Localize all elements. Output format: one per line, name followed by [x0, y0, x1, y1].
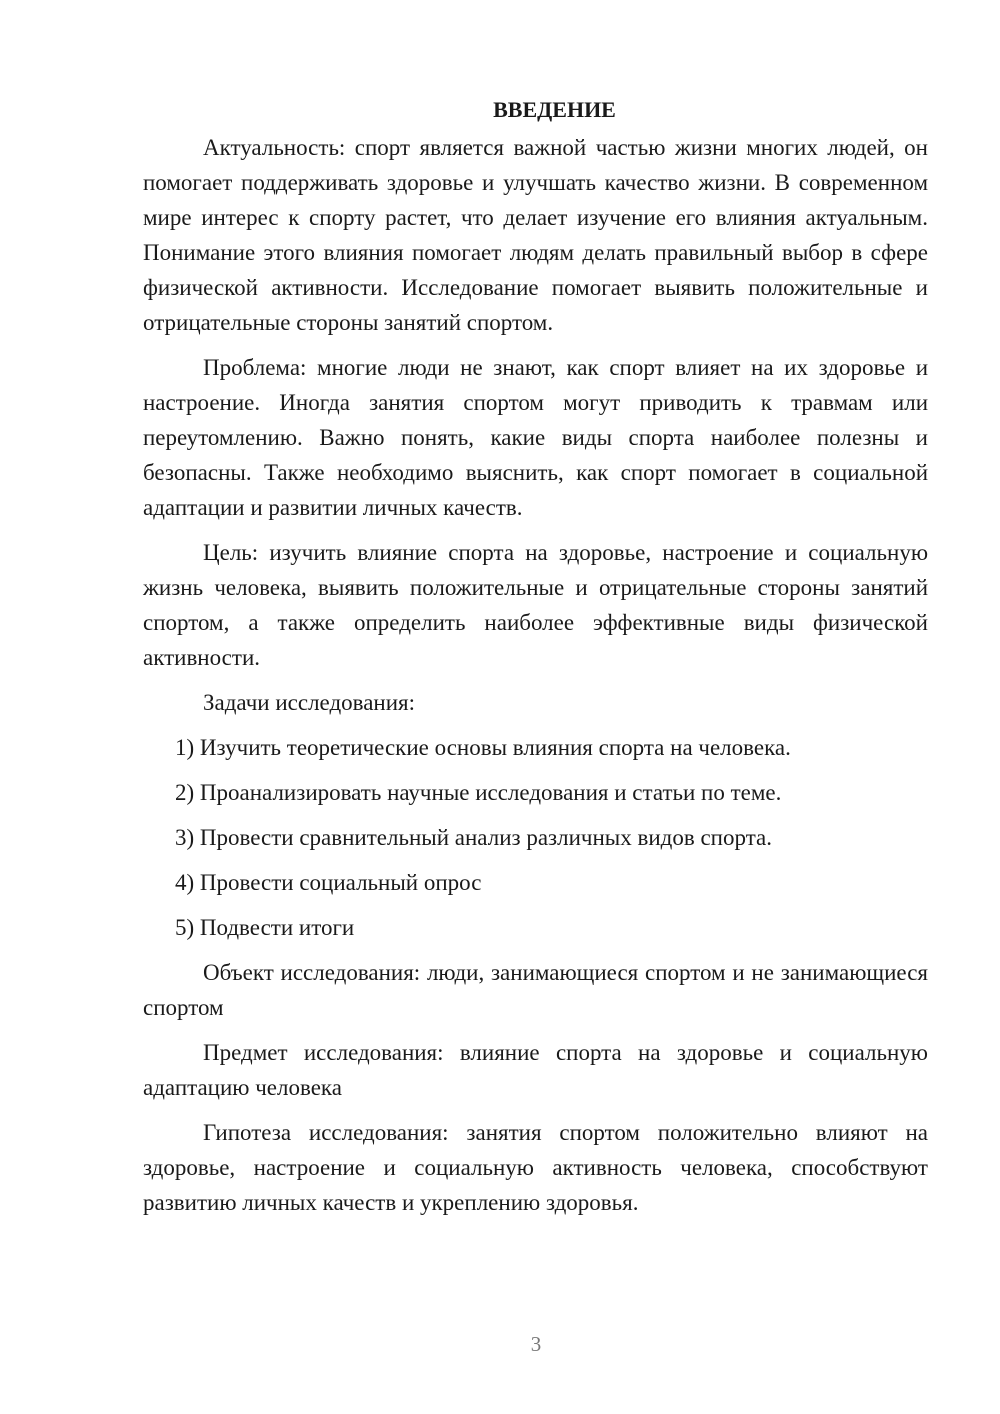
task-item-5: 5) Подвести итоги: [175, 915, 355, 940]
paragraph-object: Объект исследования: люди, занимающиеся спортом и не занимающиеся спортом: [143, 960, 928, 1020]
paragraph-problem: Проблема: многие люди не знают, как спорт влияет на их здоровье и настроение. Иногда занятия спортом могут приводить к травмам или переутомлению. Важно понять, какие виды спорта наиболее полезны и безопасны. Также необходимо выяснить, как спорт помогает в социальной адаптации и развитии личных качеств.: [143, 355, 928, 520]
paragraph-relevance: Актуальность: спорт является важной частью жизни многих людей, он помогает поддерживать здоровье и улучшать качество жизни. В современном мире интерес к спорту растет, что делает изучение его влияния актуальным. Понимание этого влияния помогает людям делать правильный выбор в сфере физической активности. Исследование помогает выявить положительные и отрицательные стороны занятий спортом.: [143, 135, 928, 335]
task-item-4: 4) Провести социальный опрос: [175, 870, 482, 895]
task-item-1: 1) Изучить теоретические основы влияния спорта на человека.: [175, 735, 791, 760]
task-item-2: 2) Проанализировать научные исследования и статьи по теме.: [175, 780, 782, 805]
paragraph-subject: Предмет исследования: влияние спорта на здоровье и социальную адаптацию человека: [143, 1040, 928, 1100]
task-item-3: 3) Провести сравнительный анализ различных видов спорта.: [175, 825, 772, 850]
paragraph-hypothesis: Гипотеза исследования: занятия спортом положительно влияют на здоровье, настроение и социальную активность человека, способствуют развитию личных качеств и укреплению здоровья.: [143, 1120, 928, 1215]
section-heading: ВВЕДЕНИЕ: [493, 97, 616, 122]
tasks-title: Задачи исследования:: [203, 690, 416, 715]
page-number: 3: [530, 1332, 542, 1356]
page-content: [143, 92, 928, 1230]
paragraph-goal: Цель: изучить влияние спорта на здоровье, настроение и социальную жизнь человека, выявить положительные и отрицательные стороны занятий спортом, а также определить наиболее эффективные виды физической активности.: [143, 540, 928, 670]
